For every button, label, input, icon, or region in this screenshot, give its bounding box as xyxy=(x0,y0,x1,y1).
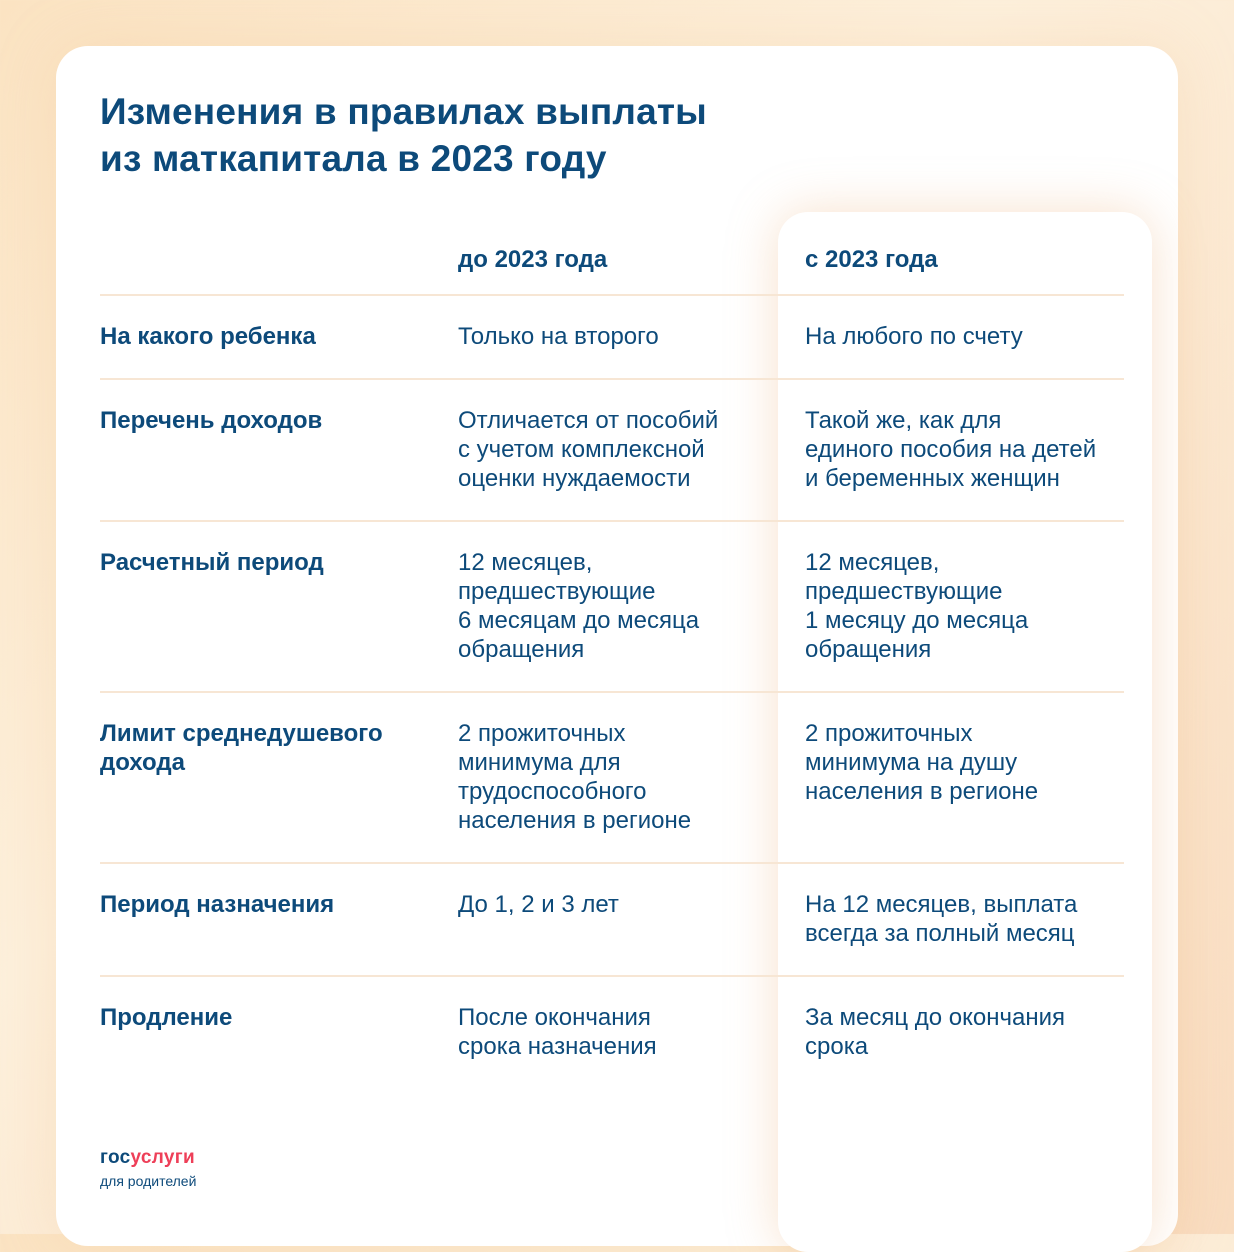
row-label: На какого ребенка xyxy=(100,323,316,350)
row-divider xyxy=(100,378,1124,380)
row-value-before: 12 месяцев, предшествующие 6 месяцам до месяца обращения xyxy=(458,549,700,663)
logo-subtitle: для родителей xyxy=(100,1173,197,1189)
header-divider xyxy=(100,294,1124,296)
row-label: Перечень доходов xyxy=(100,407,323,434)
column-header-before: до 2023 года xyxy=(458,246,608,273)
row-value-after: 12 месяцев, предшествующие 1 месяцу до месяца обращения xyxy=(805,549,1029,663)
row-value-after: За месяц до окончания срока xyxy=(805,1004,1066,1060)
row-divider xyxy=(100,862,1124,864)
row-divider xyxy=(100,975,1124,977)
page-title: Изменения в правилах выплаты из маткапитала в 2023 году xyxy=(100,91,707,179)
row-label: Период назначения xyxy=(100,891,335,918)
column-header-after: с 2023 года xyxy=(805,246,938,273)
gosuslugi-logo xyxy=(100,1146,196,1190)
logo-wordmark-part1: гос xyxy=(100,1147,131,1168)
row-value-before: 2 прожиточных минимума для трудоспособного населения в регионе xyxy=(458,720,692,834)
row-value-before: Отличается от пособий с учетом комплексной оценки нуждаемости xyxy=(458,407,719,492)
row-label: Расчетный период xyxy=(100,549,324,576)
row-value-before: Только на второго xyxy=(458,323,659,350)
row-value-after: На любого по счету xyxy=(805,323,1023,350)
logo-wordmark-part2: услуги xyxy=(130,1147,195,1168)
row-divider xyxy=(100,520,1124,522)
row-label: Лимит среднедушевого дохода xyxy=(100,720,383,776)
logo-wordmark xyxy=(100,1146,196,1170)
row-value-after: Такой же, как для единого пособия на детей и беременных женщин xyxy=(805,407,1097,492)
row-divider xyxy=(100,691,1124,693)
row-value-after: 2 прожиточных минимума на душу населения в регионе xyxy=(805,720,1039,805)
row-value-before: До 1, 2 и 3 лет xyxy=(458,891,619,918)
row-label: Продление xyxy=(100,1004,233,1031)
row-value-before: После окончания срока назначения xyxy=(458,1004,657,1060)
row-value-after: На 12 месяцев, выплата всегда за полный месяц xyxy=(805,891,1078,947)
